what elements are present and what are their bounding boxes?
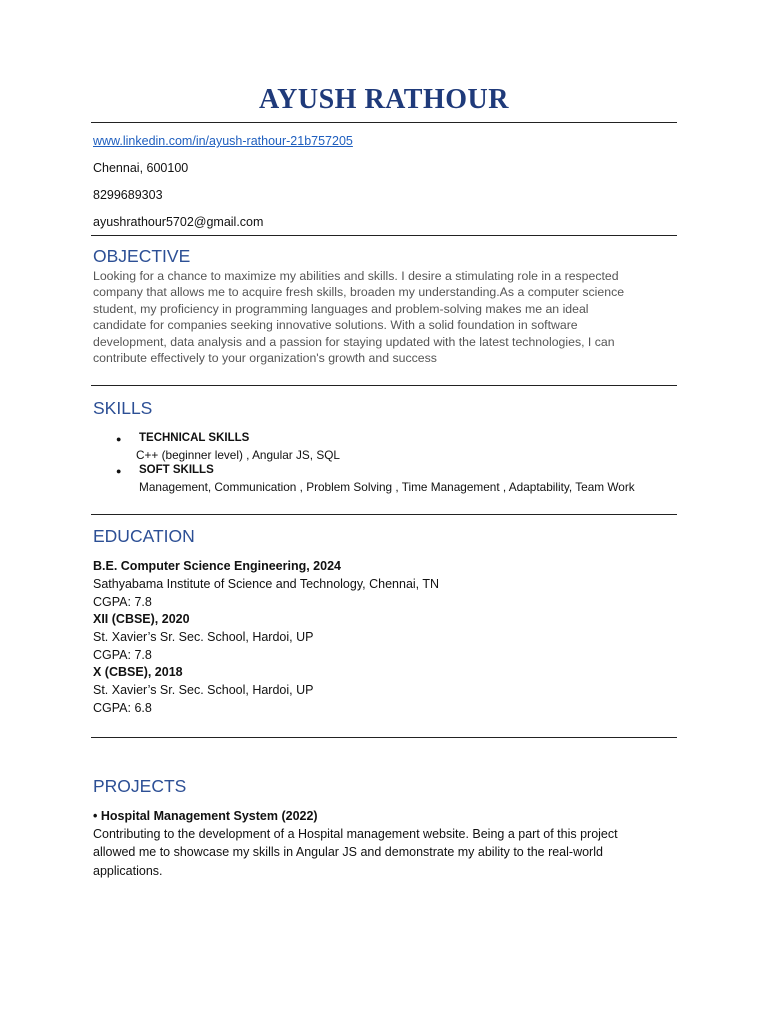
- skills-heading: SKILLS: [93, 398, 153, 418]
- project-line: Contributing to the development of a Hospital management website. Being a part of this project: [93, 827, 618, 841]
- technical-skills-detail: C++ (beginner level) , Angular JS, SQL: [136, 448, 340, 462]
- project-line: allowed me to showcase my skills in Angular JS and demonstrate my ability to the real-world: [93, 845, 603, 860]
- soft-skills-title: SOFT SKILLS: [139, 464, 214, 476]
- divider: [91, 737, 677, 738]
- technical-skills-title: TECHNICAL SKILLS: [139, 432, 250, 444]
- project-line: applications.: [93, 863, 163, 878]
- divider: [91, 235, 677, 236]
- location-text: Chennai, 600100: [93, 161, 189, 175]
- degree-title: B.E. Computer Science Engineering, 2024: [93, 559, 341, 573]
- grade-text: CGPA: 7.8: [93, 648, 152, 662]
- projects-heading: PROJECTS: [93, 776, 187, 796]
- divider: [91, 514, 677, 515]
- grade-text: CGPA: 6.8: [93, 701, 152, 715]
- divider: [91, 385, 677, 386]
- objective-paragraph: [93, 268, 663, 366]
- education-heading: EDUCATION: [93, 526, 195, 546]
- bullet-icon: ●: [116, 466, 122, 476]
- objective-line: student, my proficiency in programming languages and problem-solving makes me an ideal: [93, 301, 589, 316]
- objective-line: candidate for companies seeking innovative solutions. With a solid foundation in software: [93, 318, 578, 333]
- linkedin-link[interactable]: www.linkedin.com/in/ayush-rathour-21b757205: [93, 134, 353, 148]
- objective-line: company that allows me to acquire fresh skills, broaden my understanding.As a computer science: [93, 285, 625, 300]
- soft-skills-detail: Management, Communication , Problem Solving , Time Management , Adaptability, Team Work: [139, 480, 635, 494]
- phone-text: 8299689303: [93, 188, 163, 202]
- project-description: [93, 825, 663, 880]
- resume-name: AYUSH RATHOUR: [259, 84, 509, 115]
- objective-line: Looking for a chance to maximize my abilities and skills. I desire a stimulating role in a respected: [93, 269, 619, 283]
- school-name: St. Xavier’s Sr. Sec. School, Hardoi, UP: [93, 683, 314, 697]
- project-title: • Hospital Management System (2022): [93, 809, 318, 823]
- email-text: ayushrathour5702@gmail.com: [93, 215, 264, 229]
- objective-line: development, data analysis and a passion for staying updated with the latest technologies, I can: [93, 334, 615, 349]
- grade-text: CGPA: 7.8: [93, 595, 152, 609]
- degree-title: XII (CBSE), 2020: [93, 612, 190, 626]
- school-name: St. Xavier’s Sr. Sec. School, Hardoi, UP: [93, 630, 314, 644]
- degree-title: X (CBSE), 2018: [93, 665, 183, 679]
- objective-line: contribute effectively to your organization's growth and success: [93, 351, 437, 366]
- objective-heading: OBJECTIVE: [93, 246, 191, 266]
- school-name: Sathyabama Institute of Science and Technology, Chennai, TN: [93, 577, 440, 591]
- bullet-icon: ●: [116, 434, 122, 444]
- divider: [91, 122, 677, 123]
